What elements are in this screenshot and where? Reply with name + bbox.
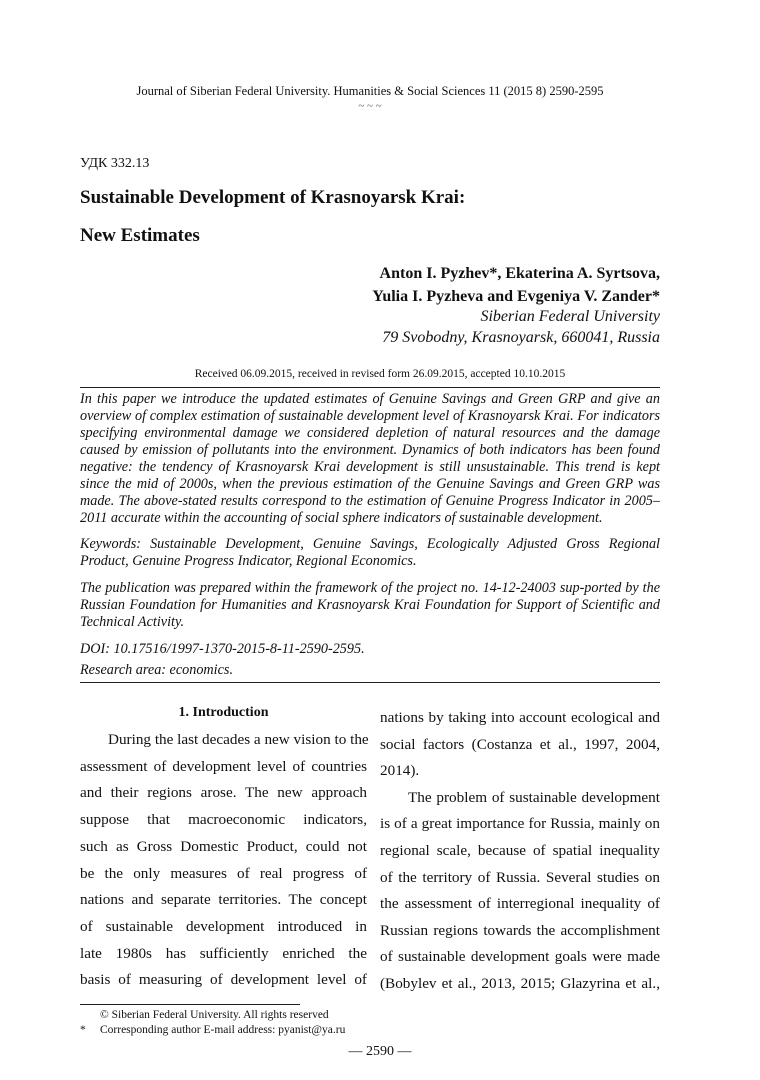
udk-code: УДК 332.13: [80, 156, 150, 171]
text-line: is of a great importance for Russia, mainly on: [380, 815, 660, 833]
title-line-1: Sustainable Development of Krasnoyarsk Krai:: [80, 187, 466, 208]
page-number: — 2590 —: [348, 1044, 412, 1059]
doi: DOI: 10.17516/1997-1370-2015-8-11-2590-2595.: [80, 641, 365, 657]
text-line: During the last decades a new vision to the: [108, 731, 369, 748]
text-line: late 1980s has sufficiently enriched the: [80, 944, 367, 962]
text-line: and their regions arose. The new approach: [80, 784, 367, 802]
corresponding-text: Corresponding author E-mail address: pyanist@ya.ru: [100, 1024, 346, 1036]
address: 79 Svobodny, Krasnoyarsk, 660041, Russia: [382, 329, 660, 346]
text-line: such as Gross Domestic Product, could not: [80, 837, 367, 855]
footnote-rule: [80, 1004, 300, 1005]
right-column: [380, 0, 660, 1000]
text-line: social factors (Costanza et al., 1997, 2004,: [380, 735, 660, 753]
text-line: of the territory of Russia. Several studies on: [380, 868, 660, 886]
copyright-text: © Siberian Federal University. All rights reserved: [100, 1009, 329, 1021]
footnote-copyright: [80, 1009, 329, 1021]
research-area: Research area: economics.: [80, 662, 233, 678]
text-line: the assessment of interregional inequality of: [380, 895, 660, 913]
authors-line-1: Anton I. Pyzhev*, Ekaterina A. Syrtsova,: [379, 265, 660, 282]
text-line: of sustainable development introduced in: [80, 917, 367, 935]
authors-line-2: Yulia I. Pyzheva and Evgeniya V. Zander*: [372, 288, 660, 305]
text-line: regional scale, because of spatial inequality: [380, 842, 660, 859]
abstract: In this paper we introduce the updated estimates of Genuine Savings and Green GRP and give an overview of complex estimation of sustainable development level of Krasnoyarsk Krai. For indicators specifying environmental damage we considered depletion of natural resources and the damage caused by emission of pollutants into the environment. Dynamics of both indicators has been found negative: the tendency of Krasnoyarsk Krai development is still unsustainable. This trend is kept since the mid of 2000s, when the previous estimation of the Genuine Savings and Green GRP was made. The above-stated results correspond to the estimation of Genuine Progress Indicator in 2005–2011 accurate within the accounting of social sphere indicators of sustainable development.: [80, 391, 660, 526]
affiliation: Siberian Federal University: [480, 308, 660, 325]
text-line: be the only measures of real progress of: [80, 864, 367, 882]
received-dates: Received 06.09.2015, received in revised form 26.09.2015, accepted 10.10.2015: [194, 368, 566, 380]
title-line-2: New Estimates: [80, 225, 200, 246]
text-line: nations and separate territories. The concept: [80, 891, 367, 909]
text-line: assessment of development level of countries: [80, 757, 367, 775]
journal-header: Journal of Siberian Federal University. Humanities & Social Sciences 11 (2015 8) 2590-2595: [136, 84, 604, 98]
text-line: The problem of sustainable development: [408, 788, 660, 806]
footnote-corresponding: [80, 1024, 345, 1036]
left-column: [80, 0, 367, 1000]
header-separator: ~ ~ ~: [358, 100, 382, 112]
asterisk-mark: *: [80, 1024, 86, 1036]
text-line: nations by taking into account ecological and: [380, 709, 660, 726]
text-line: basis of measuring of development level of: [80, 971, 367, 989]
funding-note: The publication was prepared within the framework of the project no. 14-12-24003 sup-ported by the Russian Foundation for Humanities and Krasnoyarsk Krai Foundation for Support of Scientific and Technical Activity.: [80, 580, 660, 630]
text-line: (Bobylev et al., 2013, 2015; Glazyrina et al.,: [380, 975, 660, 992]
keywords: Keywords: Sustainable Development, Genuine Savings, Ecologically Adjusted Gross Regional Product, Genuine Progress Indicator, Regional Economics.: [80, 536, 660, 569]
text-line: 2014).: [380, 762, 420, 780]
text-line: suppose that macroeconomic indicators,: [80, 811, 367, 829]
text-line: Russian regions towards the accomplishment: [380, 921, 660, 939]
section-heading: 1. Introduction: [178, 705, 269, 720]
text-line: of sustainable development goals were made: [380, 948, 660, 966]
